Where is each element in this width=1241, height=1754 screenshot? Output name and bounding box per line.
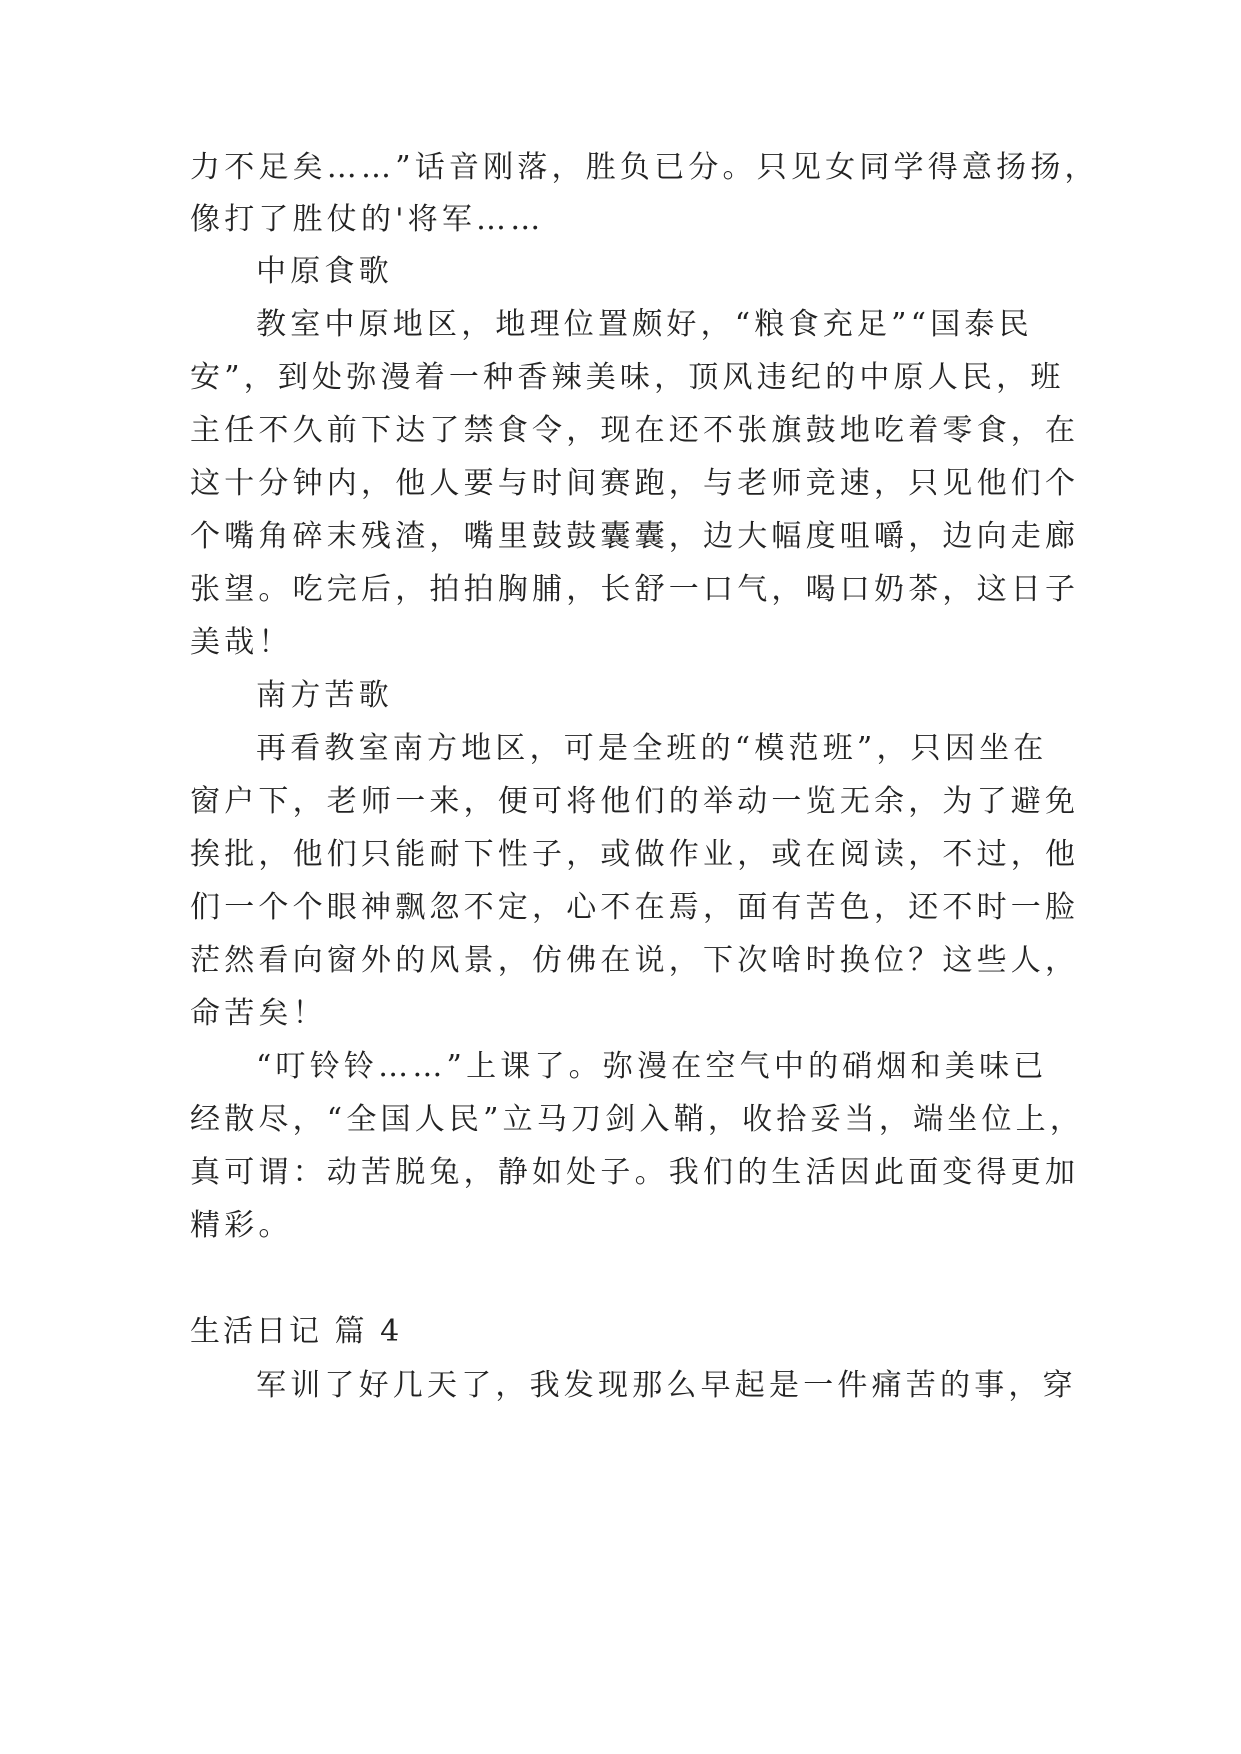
paragraph-line: 们一个个眼神飘忽不定，心不在焉，面有苦色，还不时一脸 bbox=[190, 890, 1080, 925]
paragraph-line: 教室中原地区，地理位置颇好，“粮食充足”“国泰民 bbox=[256, 307, 1033, 342]
paragraph-line: 个嘴角碎末残渣，嘴里鼓鼓囊囊，边大幅度咀嚼，边向走廊 bbox=[190, 519, 1080, 554]
paragraph-line: 主任不久前下达了禁食令，现在还不张旗鼓地吃着零食，在 bbox=[190, 413, 1080, 448]
section-heading-south: 南方苦歌 bbox=[256, 678, 393, 713]
section-heading-central: 中原食歌 bbox=[256, 254, 393, 289]
paragraph-line: 命苦矣！ bbox=[190, 996, 327, 1031]
paragraph-line: 再看教室南方地区，可是全班的“模范班”，只因坐在 bbox=[256, 731, 1048, 766]
paragraph-line: 窗户下，老师一来，便可将他们的举动一览无余，为了避免 bbox=[190, 784, 1080, 819]
paragraph-line: 力不足矣……”话音刚落，胜负已分。只见女同学得意扬扬， bbox=[190, 150, 1099, 185]
paragraph-line: 安”，到处弥漫着一种香辣美味，顶风违纪的中原人民，班 bbox=[190, 360, 1065, 395]
paragraph-line: 挨批，他们只能耐下性子，或做作业，或在阅读，不过，他 bbox=[190, 837, 1080, 872]
paragraph-line: 像打了胜仗的'将军…… bbox=[190, 202, 545, 237]
article-heading: 生活日记 篇 4 bbox=[190, 1314, 403, 1349]
paragraph-line: 经散尽，“全国人民”立马刀剑入鞘，收拾妥当，端坐位上， bbox=[190, 1102, 1085, 1137]
paragraph-line: 军训了好几天了，我发现那么早起是一件痛苦的事，穿 bbox=[256, 1368, 1077, 1403]
paragraph-line: 精彩。 bbox=[190, 1208, 293, 1243]
paragraph-line: 真可谓：动苦脱兔，静如处子。我们的生活因此面变得更加 bbox=[190, 1155, 1080, 1190]
paragraph-line: 美哉！ bbox=[190, 625, 293, 660]
paragraph-line: 茫然看向窗外的风景，仿佛在说，下次啥时换位？这些人， bbox=[190, 943, 1080, 978]
paragraph-line: 张望。吃完后，拍拍胸脯，长舒一口气，喝口奶茶，这日子 bbox=[190, 572, 1080, 607]
paragraph-line: 这十分钟内，他人要与时间赛跑，与老师竞速，只见他们个 bbox=[190, 466, 1080, 501]
paragraph-line: “叮铃铃……”上课了。弥漫在空气中的硝烟和美味已 bbox=[256, 1049, 1048, 1084]
